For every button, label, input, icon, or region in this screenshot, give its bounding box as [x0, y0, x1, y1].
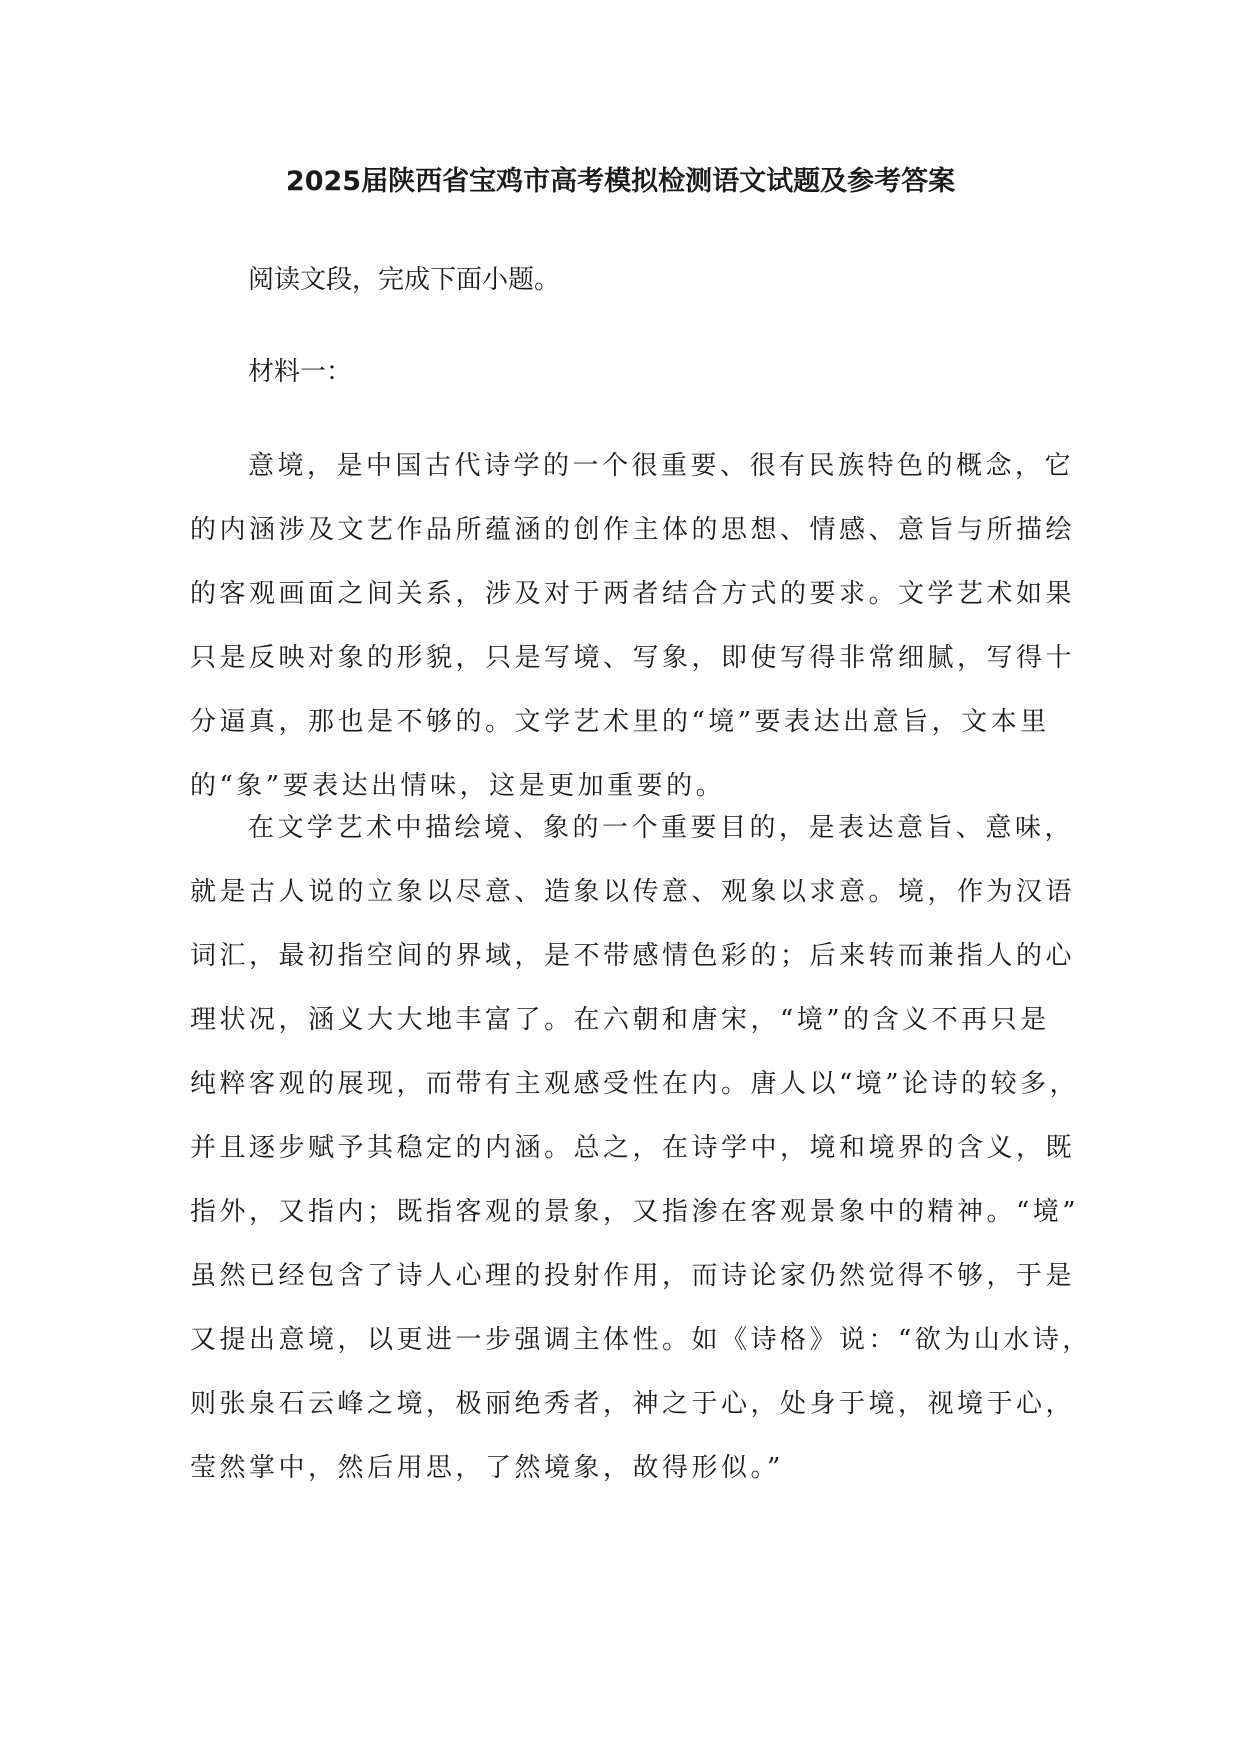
paragraph-line: 就是古人说的立象以尽意、造象以传意、观象以求意。境，作为汉语	[190, 877, 1076, 907]
paragraph-line: 在文学艺术中描绘境、象的一个重要目的，是表达意旨、意味，	[248, 813, 1075, 843]
paragraph-line: 莹然掌中，然后用思，了然境象，故得形似。”	[190, 1453, 784, 1483]
material-label: 材料一：	[248, 357, 353, 387]
reading-instruction: 阅读文段，完成下面小题。	[248, 265, 561, 295]
paragraph-line: 的“象”要表达出情味，这是更加重要的。	[190, 771, 726, 801]
paragraph-line: 则张泉石云峰之境，极丽绝秀者，神之于心，处身于境，视境于心，	[190, 1389, 1076, 1419]
paragraph-line: 的客观画面之间关系，涉及对于两者结合方式的要求。文学艺术如果	[190, 579, 1076, 609]
paragraph-line: 指外，又指内；既指客观的景象，又指渗在客观景象中的精神。“境”	[190, 1197, 1080, 1227]
paragraph-line: 纯粹客观的展现，而带有主观感受性在内。唐人以“境”论诗的较多，	[190, 1069, 1080, 1099]
document-title: 2025届陕西省宝鸡市高考模拟检测语文试题及参考答案	[285, 166, 956, 197]
paragraph-2	[190, 796, 1092, 1500]
paragraph-line: 又提出意境，以更进一步强调主体性。如《诗格》说：“欲为山水诗，	[190, 1325, 1092, 1355]
paragraph-line: 只是反映对象的形貌，只是写境、写象，即使写得非常细腻，写得十	[190, 643, 1076, 673]
paragraph-line: 意境，是中国古代诗学的一个很重要、很有民族特色的概念，它	[248, 451, 1075, 481]
paragraph-1	[190, 434, 1076, 818]
paragraph-line: 理状况，涵义大大地丰富了。在六朝和唐宋，“境”的含义不再只是	[190, 1005, 1050, 1035]
paragraph-line: 词汇，最初指空间的界域，是不带感情色彩的；后来转而兼指人的心	[190, 941, 1076, 971]
paragraph-line: 的内涵涉及文艺作品所蕴涵的创作主体的思想、情感、意旨与所描绘	[190, 515, 1076, 545]
paragraph-line: 虽然已经包含了诗人心理的投射作用，而诗论家仍然觉得不够，于是	[190, 1261, 1076, 1291]
paragraph-line: 并且逐步赋予其稳定的内涵。总之，在诗学中，境和境界的含义，既	[190, 1133, 1076, 1163]
paragraph-line: 分逼真，那也是不够的。文学艺术里的“境”要表达出意旨，文本里	[190, 707, 1050, 737]
